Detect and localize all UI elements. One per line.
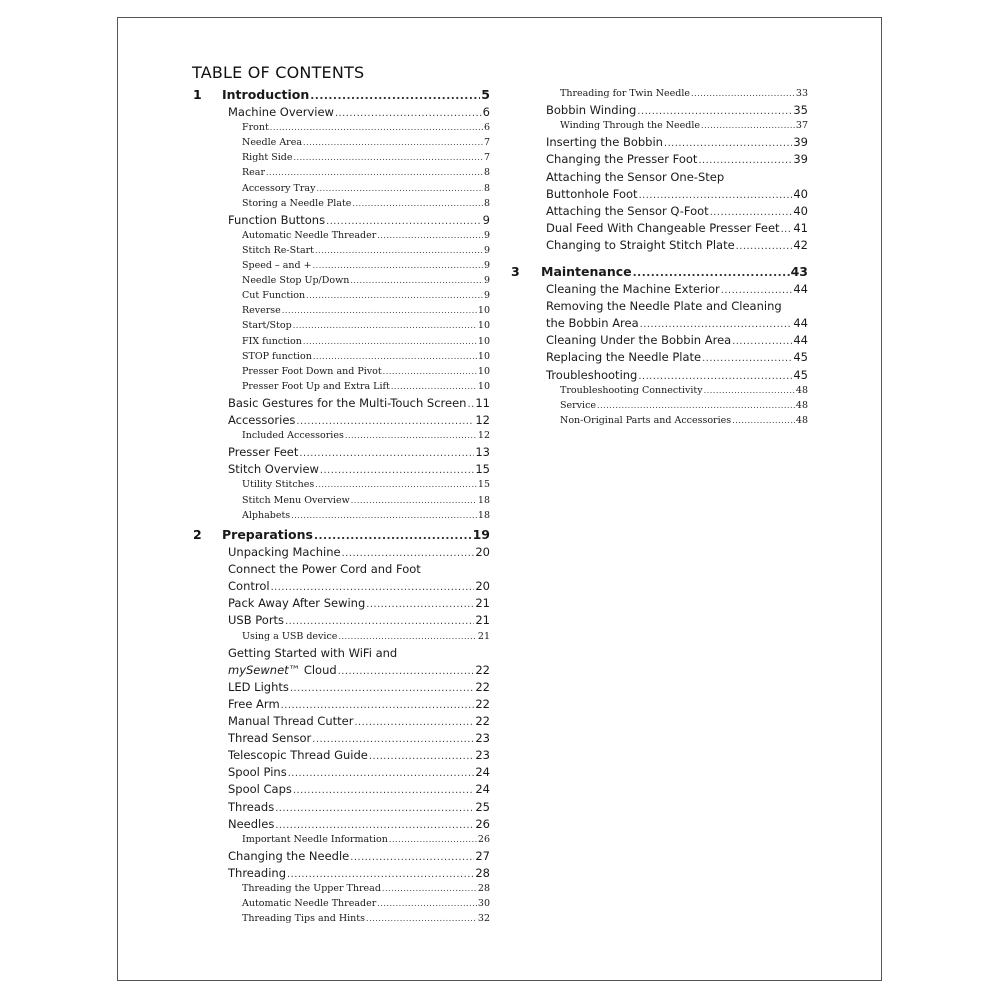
dot-leader bbox=[293, 321, 477, 330]
page-number: 33 bbox=[795, 88, 808, 99]
toc-entry[interactable] bbox=[546, 333, 808, 347]
toc-entry[interactable] bbox=[228, 462, 490, 476]
dot-leader bbox=[637, 106, 792, 117]
toc-entry[interactable] bbox=[228, 849, 490, 863]
entry-title: Function Buttons bbox=[228, 212, 326, 227]
entry-title: Changing the Presser Foot bbox=[546, 152, 698, 167]
page-number: 22 bbox=[475, 696, 490, 711]
dot-leader bbox=[639, 190, 793, 201]
entry-title: Front bbox=[242, 122, 269, 134]
entry-title: Stitch Overview bbox=[228, 462, 319, 477]
page-number: 23 bbox=[475, 731, 490, 746]
toc-subentry[interactable] bbox=[242, 351, 490, 362]
toc-subentry[interactable] bbox=[560, 120, 808, 131]
dot-leader bbox=[310, 89, 480, 102]
chapter-title: Introduction bbox=[222, 87, 310, 102]
page-number: 10 bbox=[477, 305, 490, 317]
page-number: 27 bbox=[475, 848, 490, 863]
entry-title: Thread Sensor bbox=[228, 731, 312, 746]
dot-leader bbox=[266, 168, 483, 177]
toc-subentry[interactable] bbox=[242, 152, 490, 163]
dot-leader bbox=[303, 138, 483, 147]
dot-leader bbox=[382, 884, 477, 893]
entry-title: Inserting the Bobbin bbox=[546, 135, 663, 150]
toc-entry-wrapped-line: Getting Started with WiFi and bbox=[228, 645, 398, 660]
page-number: 22 bbox=[475, 714, 490, 728]
page-number: 10 bbox=[477, 320, 490, 332]
dot-leader bbox=[338, 666, 475, 677]
toc-subentry[interactable] bbox=[242, 336, 490, 347]
dot-leader bbox=[369, 751, 474, 762]
toc-entry[interactable] bbox=[546, 152, 808, 166]
entry-title: Free Arm bbox=[228, 696, 280, 711]
dot-leader bbox=[383, 367, 477, 376]
page-number: 9 bbox=[483, 229, 490, 241]
toc-subentry[interactable] bbox=[242, 305, 490, 316]
entry-title: Winding Through the Needle bbox=[560, 120, 701, 132]
dot-leader bbox=[293, 785, 474, 796]
page-number: 15 bbox=[477, 479, 490, 491]
toc-subentry[interactable] bbox=[560, 415, 808, 426]
page-number: 7 bbox=[483, 137, 490, 149]
entry-title: Telescopic Thread Guide bbox=[228, 748, 368, 763]
entry-title: Important Needle Information bbox=[242, 833, 388, 845]
entry-title: Presser Feet bbox=[228, 445, 299, 460]
entry-title: Rear bbox=[242, 167, 265, 179]
toc-subentry[interactable] bbox=[242, 381, 490, 392]
toc-subentry[interactable] bbox=[242, 260, 490, 271]
entry-title: Threading for Twin Needle bbox=[560, 88, 691, 99]
page-number: 20 bbox=[475, 579, 490, 594]
toc-entry[interactable] bbox=[228, 714, 490, 728]
entry-title: Threads bbox=[228, 799, 275, 814]
page-number: 22 bbox=[475, 662, 490, 677]
toc-entry[interactable] bbox=[228, 748, 490, 762]
dot-leader bbox=[271, 582, 475, 593]
dot-leader bbox=[314, 529, 472, 542]
toc-entry[interactable] bbox=[228, 396, 490, 410]
entry-title: Presser Foot Down and Pivot bbox=[242, 365, 382, 377]
page-number: 8 bbox=[483, 197, 490, 209]
toc-subentry[interactable] bbox=[242, 883, 490, 894]
page-number: 20 bbox=[475, 545, 490, 559]
toc-entry[interactable] bbox=[546, 221, 808, 235]
toc-entry[interactable] bbox=[228, 866, 490, 880]
page-number: 28 bbox=[477, 883, 490, 894]
dot-leader bbox=[691, 89, 795, 98]
dot-leader bbox=[345, 431, 477, 440]
page-number: 44 bbox=[793, 333, 808, 348]
page-number: 32 bbox=[477, 913, 490, 925]
page-number: 35 bbox=[793, 103, 808, 118]
entry-title: Bobbin Winding bbox=[546, 103, 637, 118]
dot-leader bbox=[351, 496, 477, 505]
dot-leader bbox=[282, 306, 477, 315]
toc-subentry[interactable] bbox=[242, 430, 490, 441]
toc-entry[interactable] bbox=[546, 368, 808, 382]
page-number: 9 bbox=[483, 260, 490, 271]
chapter-number: 1 bbox=[193, 87, 202, 102]
entry-title: Reverse bbox=[242, 305, 281, 317]
toc-subentry[interactable] bbox=[242, 834, 490, 845]
page-number: 23 bbox=[475, 748, 490, 763]
entry-title: Utility Stitches bbox=[242, 479, 315, 491]
dot-leader bbox=[281, 700, 475, 711]
page-number: 24 bbox=[475, 765, 490, 780]
toc-entry[interactable] bbox=[228, 817, 490, 831]
dot-leader bbox=[290, 683, 474, 694]
page-number: 42 bbox=[793, 237, 808, 252]
page-number: 37 bbox=[795, 120, 808, 132]
entry-title: FIX function bbox=[242, 335, 302, 347]
dot-leader bbox=[698, 155, 792, 166]
entry-title: Storing a Needle Plate bbox=[242, 197, 352, 209]
page-number: 7 bbox=[483, 152, 490, 164]
dot-leader bbox=[293, 153, 482, 162]
toc-subentry[interactable] bbox=[242, 275, 490, 286]
page-number: 10 bbox=[477, 350, 490, 362]
entry-title: USB Ports bbox=[228, 613, 285, 628]
toc-subentry[interactable] bbox=[242, 898, 490, 909]
page-number: 45 bbox=[793, 367, 808, 382]
entry-title-rest: ™ Cloud bbox=[288, 662, 337, 677]
toc-subentry[interactable] bbox=[560, 88, 808, 99]
entry-title: Automatic Needle Threader bbox=[242, 898, 377, 910]
page-number: 48 bbox=[795, 384, 808, 396]
page-number: 21 bbox=[475, 613, 490, 628]
page-number: 9 bbox=[483, 290, 490, 302]
chapter-title: Maintenance bbox=[541, 264, 632, 279]
entry-title: Non-Original Parts and Accessories bbox=[560, 414, 732, 426]
toc-entry[interactable] bbox=[546, 316, 808, 330]
entry-title: Stitch Menu Overview bbox=[242, 494, 350, 506]
dot-leader bbox=[270, 123, 483, 132]
dot-leader bbox=[315, 246, 483, 255]
dot-leader bbox=[350, 276, 483, 285]
entry-title: Included Accessories bbox=[242, 430, 344, 442]
toc-subentry[interactable] bbox=[242, 913, 490, 924]
dot-leader bbox=[288, 768, 475, 779]
toc-subentry[interactable] bbox=[242, 245, 490, 256]
dot-leader bbox=[638, 371, 792, 382]
chapter-heading[interactable] bbox=[222, 87, 490, 102]
page-number: 41 bbox=[793, 220, 808, 235]
entry-title: Speed – and + bbox=[242, 260, 312, 271]
dot-leader bbox=[315, 480, 477, 489]
page-number: 9 bbox=[483, 275, 490, 287]
toc-subentry[interactable] bbox=[242, 495, 490, 506]
page-number: 43 bbox=[790, 264, 808, 279]
chapter-title: Preparations bbox=[222, 527, 313, 542]
dot-leader bbox=[291, 511, 477, 520]
dot-leader bbox=[732, 416, 795, 425]
page-number: 30 bbox=[477, 898, 490, 910]
toc-subentry[interactable] bbox=[242, 320, 490, 331]
entry-title: the Bobbin Area bbox=[546, 316, 639, 331]
page-number: 9 bbox=[482, 212, 490, 227]
entry-title: Cleaning Under the Bobbin Area bbox=[546, 333, 732, 348]
dot-leader bbox=[702, 353, 792, 364]
entry-title: Alphabets bbox=[242, 509, 291, 521]
page-title: TABLE OF CONTENTS bbox=[192, 63, 365, 82]
page-number: 21 bbox=[477, 630, 490, 642]
page-number: 12 bbox=[477, 430, 490, 442]
dot-leader bbox=[704, 386, 795, 395]
toc-entry[interactable] bbox=[228, 697, 490, 711]
page-number: 10 bbox=[477, 365, 490, 377]
toc-entry[interactable] bbox=[228, 105, 490, 119]
dot-leader bbox=[338, 632, 477, 641]
dot-leader bbox=[275, 820, 474, 831]
toc-entry[interactable] bbox=[228, 800, 490, 814]
chapter-heading[interactable] bbox=[541, 264, 808, 279]
page-number: 24 bbox=[475, 782, 490, 797]
dot-leader bbox=[366, 599, 474, 610]
toc-entry[interactable] bbox=[546, 282, 808, 296]
entry-title: Service bbox=[560, 399, 597, 411]
entry-title: Changing to Straight Stitch Plate bbox=[546, 237, 735, 252]
entry-title: LED Lights bbox=[228, 679, 289, 694]
entry-title: Needles bbox=[228, 816, 275, 831]
entry-title: Using a USB device bbox=[242, 630, 338, 642]
page-number: 40 bbox=[793, 203, 808, 218]
dot-leader bbox=[275, 803, 474, 814]
toc-subentry[interactable] bbox=[242, 631, 490, 642]
page-number: 10 bbox=[477, 335, 490, 347]
page-number: 39 bbox=[793, 152, 808, 167]
entry-title: Manual Thread Cutter bbox=[228, 714, 354, 728]
entry-title: Dual Feed With Changeable Presser Feet bbox=[546, 220, 780, 235]
page-number: 18 bbox=[477, 494, 490, 506]
toc-entry[interactable] bbox=[228, 613, 490, 627]
toc-entry-wrapped-line: Connect the Power Cord and Foot bbox=[228, 562, 421, 577]
toc-entry[interactable] bbox=[228, 731, 490, 745]
dot-leader bbox=[377, 231, 483, 240]
toc-subentry[interactable] bbox=[242, 230, 490, 241]
entry-title: Right Side bbox=[242, 152, 293, 164]
chapter-number: 2 bbox=[193, 527, 202, 542]
dot-leader bbox=[736, 241, 793, 252]
page-number: 26 bbox=[477, 833, 490, 845]
toc-subentry[interactable] bbox=[242, 366, 490, 377]
dot-leader bbox=[342, 548, 475, 559]
entry-title: Machine Overview bbox=[228, 105, 334, 119]
toc-subentry[interactable] bbox=[242, 198, 490, 209]
page-number: 28 bbox=[475, 865, 490, 880]
dot-leader bbox=[303, 337, 477, 346]
toc-subentry[interactable] bbox=[560, 400, 808, 411]
entry-title: Replacing the Needle Plate bbox=[546, 350, 702, 365]
dot-leader bbox=[296, 416, 474, 427]
entry-title: STOP function bbox=[242, 350, 312, 362]
toc-subentry[interactable] bbox=[242, 122, 490, 133]
entry-title: Presser Foot Up and Extra Lift bbox=[242, 380, 390, 392]
entry-title: Needle Area bbox=[242, 137, 303, 149]
dot-leader bbox=[313, 261, 483, 270]
dot-leader bbox=[306, 291, 483, 300]
entry-title: Troubleshooting Connectivity bbox=[560, 384, 703, 396]
entry-title: Changing the Needle bbox=[228, 848, 350, 863]
entry-title: Pack Away After Sewing bbox=[228, 596, 366, 611]
entry-title: Accessories bbox=[228, 413, 296, 427]
entry-title: Basic Gestures for the Multi-Touch Screen bbox=[228, 395, 467, 410]
page-number: 26 bbox=[475, 816, 490, 831]
page-number: 6 bbox=[483, 122, 490, 134]
dot-leader bbox=[312, 734, 474, 745]
page-number: 19 bbox=[472, 527, 490, 542]
toc-entry[interactable] bbox=[228, 445, 490, 459]
entry-title: Threading bbox=[228, 865, 286, 880]
page-number: 48 bbox=[795, 414, 808, 426]
page-number: 5 bbox=[481, 87, 490, 102]
dot-leader bbox=[350, 852, 474, 863]
toc-subentry[interactable] bbox=[242, 137, 490, 148]
entry-title: Attaching the Sensor Q-Foot bbox=[546, 203, 709, 218]
entry-title: Start/Stop bbox=[242, 320, 292, 332]
toc-entry[interactable] bbox=[228, 596, 490, 610]
page-number: 18 bbox=[477, 509, 490, 521]
page-number: 44 bbox=[793, 316, 808, 331]
entry-title: Buttonhole Foot bbox=[546, 186, 638, 201]
entry-title: Automatic Needle Threader bbox=[242, 229, 377, 241]
dot-leader bbox=[335, 108, 482, 119]
toc-entry[interactable] bbox=[546, 204, 808, 218]
dot-leader bbox=[299, 448, 474, 459]
page-number: 8 bbox=[483, 167, 490, 179]
toc-subentry[interactable] bbox=[242, 183, 490, 194]
dot-leader bbox=[732, 336, 792, 347]
toc-entry-wrapped-line: Attaching the Sensor One-Step bbox=[546, 169, 725, 184]
entry-title: Needle Stop Up/Down bbox=[242, 275, 350, 287]
entry-title: Threading the Upper Thread bbox=[242, 883, 381, 894]
toc-subentry[interactable] bbox=[242, 510, 490, 521]
dot-leader bbox=[287, 869, 474, 880]
dot-leader bbox=[326, 216, 482, 227]
page-number: 10 bbox=[477, 380, 490, 392]
toc-entry-wrapped-line: Removing the Needle Plate and Cleaning bbox=[546, 299, 782, 314]
page-number: 25 bbox=[475, 799, 490, 814]
dot-leader bbox=[377, 899, 477, 908]
toc-subentry[interactable] bbox=[560, 385, 808, 396]
page-number: 15 bbox=[475, 462, 490, 477]
entry-title: Cleaning the Machine Exterior bbox=[546, 282, 720, 296]
page-number: 12 bbox=[475, 413, 490, 427]
entry-title: Stitch Re-Start bbox=[242, 244, 314, 256]
dot-leader bbox=[316, 184, 483, 193]
page-number: 13 bbox=[475, 445, 490, 460]
toc-entry[interactable] bbox=[546, 103, 808, 117]
chapter-number: 3 bbox=[511, 264, 520, 279]
toc-entry[interactable] bbox=[228, 765, 490, 779]
page-number: 21 bbox=[475, 596, 490, 611]
dot-leader bbox=[664, 138, 792, 149]
dot-leader bbox=[391, 382, 477, 391]
toc-entry[interactable] bbox=[546, 238, 808, 252]
dot-leader bbox=[781, 224, 793, 235]
toc-entry[interactable] bbox=[228, 579, 490, 593]
dot-leader bbox=[320, 465, 474, 476]
page-number: 11 bbox=[475, 395, 490, 410]
toc-entry[interactable] bbox=[228, 413, 490, 427]
entry-title: Spool Caps bbox=[228, 782, 292, 797]
page-number: 48 bbox=[795, 399, 808, 411]
dot-leader bbox=[640, 319, 793, 330]
dot-leader bbox=[721, 285, 793, 296]
dot-leader bbox=[354, 717, 474, 728]
dot-leader bbox=[352, 199, 483, 208]
dot-leader bbox=[633, 266, 790, 279]
entry-title: Accessory Tray bbox=[242, 182, 316, 194]
toc-subentry[interactable] bbox=[242, 479, 490, 490]
page-number: 22 bbox=[475, 679, 490, 694]
page-number: 8 bbox=[483, 182, 490, 194]
page-number: 40 bbox=[793, 186, 808, 201]
toc-subentry[interactable] bbox=[242, 290, 490, 301]
dot-leader bbox=[710, 207, 793, 218]
toc-entry[interactable] bbox=[546, 350, 808, 364]
entry-title: Threading Tips and Hints bbox=[242, 913, 365, 925]
dot-leader bbox=[597, 401, 795, 410]
dot-leader bbox=[313, 352, 477, 361]
entry-title bbox=[228, 663, 337, 677]
dot-leader bbox=[366, 914, 477, 923]
dot-leader bbox=[285, 616, 474, 627]
dot-leader bbox=[389, 835, 477, 844]
entry-title: Troubleshooting bbox=[546, 367, 638, 382]
entry-title: Control bbox=[228, 579, 270, 594]
toc-entry[interactable] bbox=[228, 213, 490, 227]
entry-title: Cut Function bbox=[242, 290, 306, 302]
entry-title-italic: mySewnet bbox=[228, 662, 289, 677]
page-number: 9 bbox=[483, 244, 490, 256]
page-number: 39 bbox=[793, 135, 808, 150]
dot-leader bbox=[467, 399, 474, 410]
page-number: 45 bbox=[793, 350, 808, 365]
page-number: 6 bbox=[482, 105, 490, 119]
toc-entry[interactable] bbox=[228, 782, 490, 796]
toc-subentry[interactable] bbox=[242, 167, 490, 178]
entry-title: Unpacking Machine bbox=[228, 545, 341, 559]
toc-entry[interactable] bbox=[546, 135, 808, 149]
page-number: 44 bbox=[793, 282, 808, 296]
dot-leader bbox=[701, 121, 795, 130]
toc-entry[interactable] bbox=[546, 187, 808, 201]
toc-entry[interactable] bbox=[228, 680, 490, 694]
toc-entry[interactable] bbox=[228, 663, 490, 677]
chapter-heading[interactable] bbox=[222, 527, 490, 542]
toc-entry[interactable] bbox=[228, 545, 490, 559]
entry-title: Spool Pins bbox=[228, 765, 287, 780]
